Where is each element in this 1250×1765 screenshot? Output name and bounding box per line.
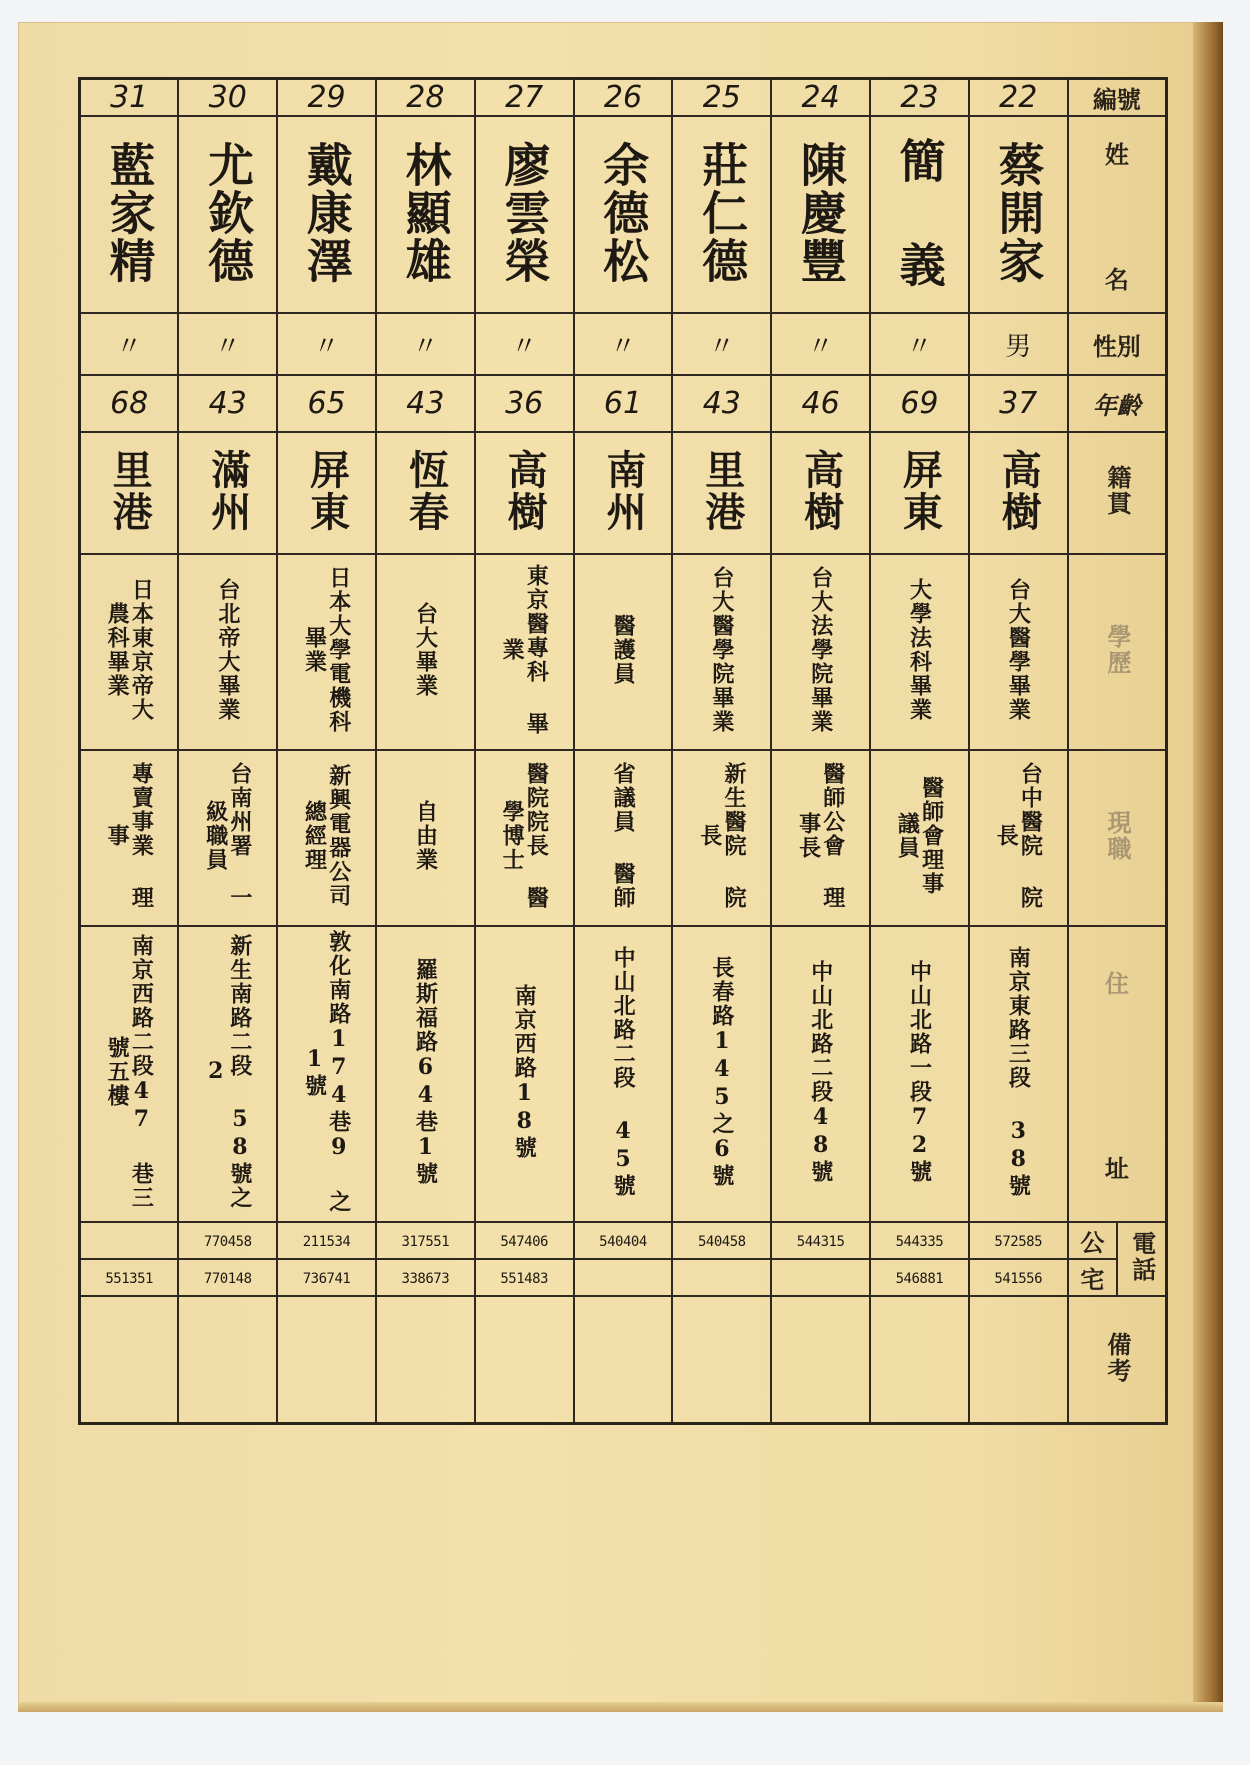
row-30-address — [178, 926, 277, 1222]
row-29-remark — [277, 1296, 376, 1424]
row-23-number — [870, 79, 969, 117]
row-29-age — [277, 375, 376, 432]
row-22-native-place-text: 高樹 — [995, 449, 1043, 533]
row-29-native-place-text: 屏東 — [303, 449, 351, 533]
row-31-name-text: 藍家精 — [102, 140, 157, 285]
row-28-name-text: 林顯雄 — [398, 140, 453, 285]
row-30-gender-text: 〃 — [214, 331, 241, 362]
row-29-number — [277, 79, 376, 117]
row-23-gender-text: 〃 — [906, 331, 933, 362]
row-23-age-text: 69 — [900, 386, 939, 421]
row-26-address — [574, 926, 673, 1222]
header-phone — [1117, 1222, 1166, 1296]
row-25-address — [672, 926, 771, 1222]
header-name — [1068, 116, 1167, 313]
row-24-current-job-text: 醫師公會 理事長 — [795, 762, 846, 910]
row-27-age-text: 36 — [505, 386, 544, 421]
row-31-native-place — [80, 432, 179, 554]
row-22-age-text: 37 — [999, 386, 1038, 421]
row-31-current-job-text: 專賣事業 理事 — [104, 762, 155, 910]
row-31-age — [80, 375, 179, 432]
row-24-native-place — [771, 432, 870, 554]
row-27-name — [475, 116, 574, 313]
row-29-gender — [277, 313, 376, 375]
age-row — [80, 375, 1167, 432]
header-native-place-text: 籍貫 — [1103, 465, 1132, 517]
row-30-native-place — [178, 432, 277, 554]
row-26-gender-text: 〃 — [609, 331, 636, 362]
row-22-phone-home-text: 541556 — [994, 1271, 1042, 1287]
row-31-remark — [80, 1296, 179, 1424]
row-27-address-text: 南京西路18號 — [511, 984, 538, 1160]
row-25-current-job — [672, 750, 771, 926]
row-28-remark — [376, 1296, 475, 1424]
row-28-native-place-text: 恆春 — [402, 449, 450, 533]
row-25-number — [672, 79, 771, 117]
header-number — [1068, 79, 1167, 117]
row-26-name — [574, 116, 673, 313]
row-25-native-place-text: 里港 — [698, 449, 746, 533]
row-29-current-job — [277, 750, 376, 926]
row-30-number-text: 30 — [208, 80, 247, 115]
row-30-phone-office-text: 770458 — [203, 1234, 252, 1250]
row-25-address-text: 長春路145之6號 — [708, 956, 735, 1188]
row-26-phone-office-text: 540404 — [599, 1234, 647, 1250]
row-23-current-job-text: 醫師會理事 議員 — [894, 776, 945, 896]
row-27-gender-text: 〃 — [511, 331, 538, 362]
row-25-name — [672, 116, 771, 313]
row-27-gender — [475, 313, 574, 375]
row-23-gender — [870, 313, 969, 375]
row-24-address-text: 中山北路二段48號 — [807, 960, 834, 1184]
row-26-age-text: 61 — [603, 386, 643, 421]
row-22-education — [969, 554, 1068, 750]
row-31-name — [80, 116, 179, 313]
row-22-age — [969, 375, 1068, 432]
row-30-current-job-text: 台南州署 一級職員 — [202, 762, 253, 910]
header-address-bottom: 址 — [1104, 1154, 1129, 1183]
row-29-native-place — [277, 432, 376, 554]
row-25-name-text: 莊仁德 — [695, 140, 750, 285]
row-31-phone-home-text: 551351 — [105, 1271, 153, 1287]
row-26-age — [574, 375, 673, 432]
row-25-gender — [672, 313, 771, 375]
row-23-address-text: 中山北路一段72號 — [906, 960, 933, 1184]
row-22-address-text: 南京東路三段 38號 — [1005, 946, 1032, 1198]
member-register-table — [78, 77, 1168, 1425]
row-26-phone-office — [574, 1222, 673, 1259]
row-22-gender-text: 男 — [1005, 331, 1032, 362]
ledger-page — [18, 22, 1223, 1712]
book-spine — [1193, 22, 1223, 1712]
row-31-education-text: 日本東京帝大 農科畢業 — [104, 578, 155, 722]
row-23-name — [870, 116, 969, 313]
row-26-phone-home — [574, 1259, 673, 1296]
row-22-name-text: 蔡開家 — [991, 140, 1046, 285]
row-28-current-job-text: 自由業 — [412, 800, 439, 872]
row-31-phone-office — [80, 1222, 179, 1259]
row-26-gender — [574, 313, 673, 375]
remark-row — [80, 1296, 1167, 1424]
header-remark — [1068, 1296, 1167, 1424]
row-22-education-text: 台大醫學畢業 — [1005, 578, 1032, 722]
row-26-address-text: 中山北路二段 45號 — [610, 946, 637, 1198]
row-23-number-text: 23 — [900, 80, 939, 115]
phone-office-row — [80, 1222, 1167, 1259]
row-31-number-text: 31 — [110, 80, 149, 115]
native-place-row — [80, 432, 1167, 554]
row-27-current-job — [475, 750, 574, 926]
row-24-address — [771, 926, 870, 1222]
header-education — [1068, 554, 1167, 750]
row-28-gender — [376, 313, 475, 375]
row-30-phone-office — [178, 1222, 277, 1259]
row-31-education — [80, 554, 179, 750]
header-phone-office — [1068, 1222, 1117, 1259]
header-native-place — [1068, 432, 1167, 554]
row-24-gender — [771, 313, 870, 375]
row-23-current-job — [870, 750, 969, 926]
row-23-phone-office — [870, 1222, 969, 1259]
row-30-name-text: 尤欽德 — [201, 140, 256, 285]
education-row — [80, 554, 1167, 750]
row-30-native-place-text: 滿州 — [204, 449, 252, 533]
row-22-current-job — [969, 750, 1068, 926]
row-28-phone-office-text: 317551 — [401, 1234, 450, 1250]
row-30-remark — [178, 1296, 277, 1424]
row-23-address — [870, 926, 969, 1222]
row-28-current-job — [376, 750, 475, 926]
row-27-name-text: 廖雲榮 — [497, 140, 552, 285]
row-26-native-place-text: 南州 — [599, 449, 647, 533]
row-27-phone-office — [475, 1222, 574, 1259]
header-education-text: 學歷 — [1103, 624, 1132, 676]
row-23-education-text: 大學法科畢業 — [906, 578, 933, 722]
row-27-number-text: 27 — [505, 80, 544, 115]
row-22-phone-home — [969, 1259, 1068, 1296]
row-26-education-text: 醫護員 — [610, 614, 637, 686]
row-30-number — [178, 79, 277, 117]
row-28-phone-home-text: 338673 — [401, 1271, 450, 1287]
row-29-phone-home-text: 736741 — [302, 1271, 351, 1287]
gender-row — [80, 313, 1167, 375]
row-28-address-text: 羅斯福路64巷1號 — [412, 958, 439, 1186]
row-24-remark — [771, 1296, 870, 1424]
row-27-native-place — [475, 432, 574, 554]
row-25-education — [672, 554, 771, 750]
row-22-phone-office — [969, 1222, 1068, 1259]
row-22-native-place — [969, 432, 1068, 554]
row-29-education — [277, 554, 376, 750]
row-26-education — [574, 554, 673, 750]
header-gender — [1068, 313, 1167, 375]
row-30-current-job — [178, 750, 277, 926]
row-22-name — [969, 116, 1068, 313]
row-31-address — [80, 926, 179, 1222]
row-30-education — [178, 554, 277, 750]
row-24-number-text: 24 — [801, 80, 840, 115]
row-29-name-text: 戴康澤 — [299, 140, 354, 285]
row-30-name — [178, 116, 277, 313]
header-number-text: 編號 — [1092, 85, 1141, 114]
row-29-gender-text: 〃 — [313, 331, 340, 362]
row-25-phone-office-text: 540458 — [697, 1234, 746, 1250]
row-24-number — [771, 79, 870, 117]
row-24-age — [771, 375, 870, 432]
row-28-phone-home — [376, 1259, 475, 1296]
row-25-age — [672, 375, 771, 432]
row-27-education-text: 東京醫專科 畢業 — [499, 564, 550, 736]
row-23-phone-office-text: 544335 — [895, 1234, 944, 1250]
row-26-number — [574, 79, 673, 117]
row-24-phone-office-text: 544315 — [796, 1234, 845, 1250]
row-29-phone-office — [277, 1222, 376, 1259]
row-22-current-job-text: 台中醫院 院長 — [993, 762, 1044, 910]
row-23-education — [870, 554, 969, 750]
row-24-native-place-text: 高樹 — [797, 449, 845, 533]
header-phone-home-text: 宅 — [1080, 1265, 1105, 1294]
header-age-text: 年齡 — [1092, 391, 1141, 420]
row-30-age — [178, 375, 277, 432]
row-22-remark — [969, 1296, 1068, 1424]
row-28-age — [376, 375, 475, 432]
row-22-address — [969, 926, 1068, 1222]
row-28-native-place — [376, 432, 475, 554]
row-29-address-text: 敦化南路174巷9 之1號 — [301, 930, 352, 1214]
row-26-remark — [574, 1296, 673, 1424]
row-27-age — [475, 375, 574, 432]
row-28-education-text: 台大畢業 — [412, 602, 439, 698]
row-25-number-text: 25 — [702, 80, 741, 115]
row-26-native-place — [574, 432, 673, 554]
row-30-education-text: 台北帝大畢業 — [214, 578, 241, 722]
row-27-number — [475, 79, 574, 117]
row-29-age-text: 65 — [307, 386, 346, 421]
row-22-phone-office-text: 572585 — [994, 1234, 1042, 1250]
page-edge — [18, 1702, 1223, 1712]
header-phone-text: 電話 — [1127, 1231, 1157, 1283]
row-26-current-job — [574, 750, 673, 926]
row-24-phone-office — [771, 1222, 870, 1259]
address-row — [80, 926, 1167, 1222]
row-22-number — [969, 79, 1068, 117]
row-29-phone-office-text: 211534 — [302, 1234, 351, 1250]
row-26-current-job-text: 省議員 醫師 — [610, 762, 637, 910]
row-29-number-text: 29 — [307, 80, 346, 115]
header-phone-office-text: 公 — [1080, 1228, 1105, 1257]
header-name-bottom: 名 — [1104, 264, 1129, 294]
row-28-education — [376, 554, 475, 750]
header-current-job-text: 現職 — [1103, 810, 1132, 862]
row-24-current-job — [771, 750, 870, 926]
row-23-native-place — [870, 432, 969, 554]
row-25-phone-office — [672, 1222, 771, 1259]
row-23-age — [870, 375, 969, 432]
header-address — [1068, 926, 1167, 1222]
row-27-education — [475, 554, 574, 750]
row-27-native-place-text: 高樹 — [501, 449, 549, 533]
row-30-phone-home — [178, 1259, 277, 1296]
current-job-row — [80, 750, 1167, 926]
row-31-gender — [80, 313, 179, 375]
row-29-address — [277, 926, 376, 1222]
row-24-education — [771, 554, 870, 750]
row-27-phone-home-text: 551483 — [500, 1271, 548, 1287]
header-name-top: 姓 — [1104, 139, 1129, 169]
header-current-job — [1068, 750, 1167, 926]
row-30-phone-home-text: 770148 — [203, 1271, 252, 1287]
row-29-phone-home — [277, 1259, 376, 1296]
header-gender-text: 性別 — [1092, 331, 1141, 361]
row-25-native-place — [672, 432, 771, 554]
row-28-number-text: 28 — [406, 80, 445, 115]
row-27-phone-home — [475, 1259, 574, 1296]
row-31-native-place-text: 里港 — [106, 449, 154, 533]
name-row — [80, 116, 1167, 313]
row-28-address — [376, 926, 475, 1222]
row-29-current-job-text: 新興電器公司 總經理 — [301, 764, 352, 908]
row-26-name-text: 余德松 — [596, 140, 651, 285]
row-28-name — [376, 116, 475, 313]
row-25-current-job-text: 新生醫院 院長 — [696, 762, 747, 910]
row-22-gender — [969, 313, 1068, 375]
row-27-phone-office-text: 547406 — [500, 1234, 548, 1250]
row-28-number — [376, 79, 475, 117]
row-24-name-text: 陳慶豐 — [793, 140, 848, 285]
row-30-gender — [178, 313, 277, 375]
row-25-age-text: 43 — [702, 386, 741, 421]
row-24-age-text: 46 — [801, 386, 840, 421]
row-31-current-job — [80, 750, 179, 926]
number-row — [80, 79, 1167, 117]
row-31-phone-home — [80, 1259, 179, 1296]
header-phone-home — [1068, 1259, 1117, 1296]
row-27-remark — [475, 1296, 574, 1424]
row-29-education-text: 日本大學電機科畢業 — [301, 566, 352, 734]
row-23-phone-home — [870, 1259, 969, 1296]
row-27-current-job-text: 醫院院長 醫學博士 — [499, 762, 550, 910]
row-30-address-text: 新生南路二段 58號之2 — [202, 934, 253, 1210]
row-31-address-text: 南京西路二段47 巷三號五樓 — [104, 934, 155, 1210]
row-28-phone-office — [376, 1222, 475, 1259]
row-28-gender-text: 〃 — [412, 331, 439, 362]
header-age — [1068, 375, 1167, 432]
row-25-remark — [672, 1296, 771, 1424]
row-25-phone-home — [672, 1259, 771, 1296]
phone-home-row — [80, 1259, 1167, 1296]
row-23-remark — [870, 1296, 969, 1424]
row-31-gender-text: 〃 — [116, 331, 143, 362]
row-25-gender-text: 〃 — [708, 331, 735, 362]
header-remark-text: 備考 — [1103, 1331, 1132, 1384]
row-24-phone-home — [771, 1259, 870, 1296]
row-29-name — [277, 116, 376, 313]
row-27-address — [475, 926, 574, 1222]
row-31-number — [80, 79, 179, 117]
row-23-native-place-text: 屏東 — [896, 449, 944, 533]
row-24-education-text: 台大法學院畢業 — [807, 566, 834, 734]
row-23-phone-home-text: 546881 — [895, 1271, 944, 1287]
row-22-number-text: 22 — [999, 80, 1038, 115]
header-address-top: 住 — [1104, 969, 1129, 998]
row-24-name — [771, 116, 870, 313]
row-31-age-text: 68 — [110, 386, 149, 421]
row-24-gender-text: 〃 — [807, 331, 834, 362]
row-25-education-text: 台大醫學院畢業 — [708, 566, 735, 734]
row-23-name-text: 簡 義 — [892, 136, 947, 289]
row-26-number-text: 26 — [603, 80, 643, 115]
row-28-age-text: 43 — [406, 386, 445, 421]
row-30-age-text: 43 — [208, 386, 247, 421]
